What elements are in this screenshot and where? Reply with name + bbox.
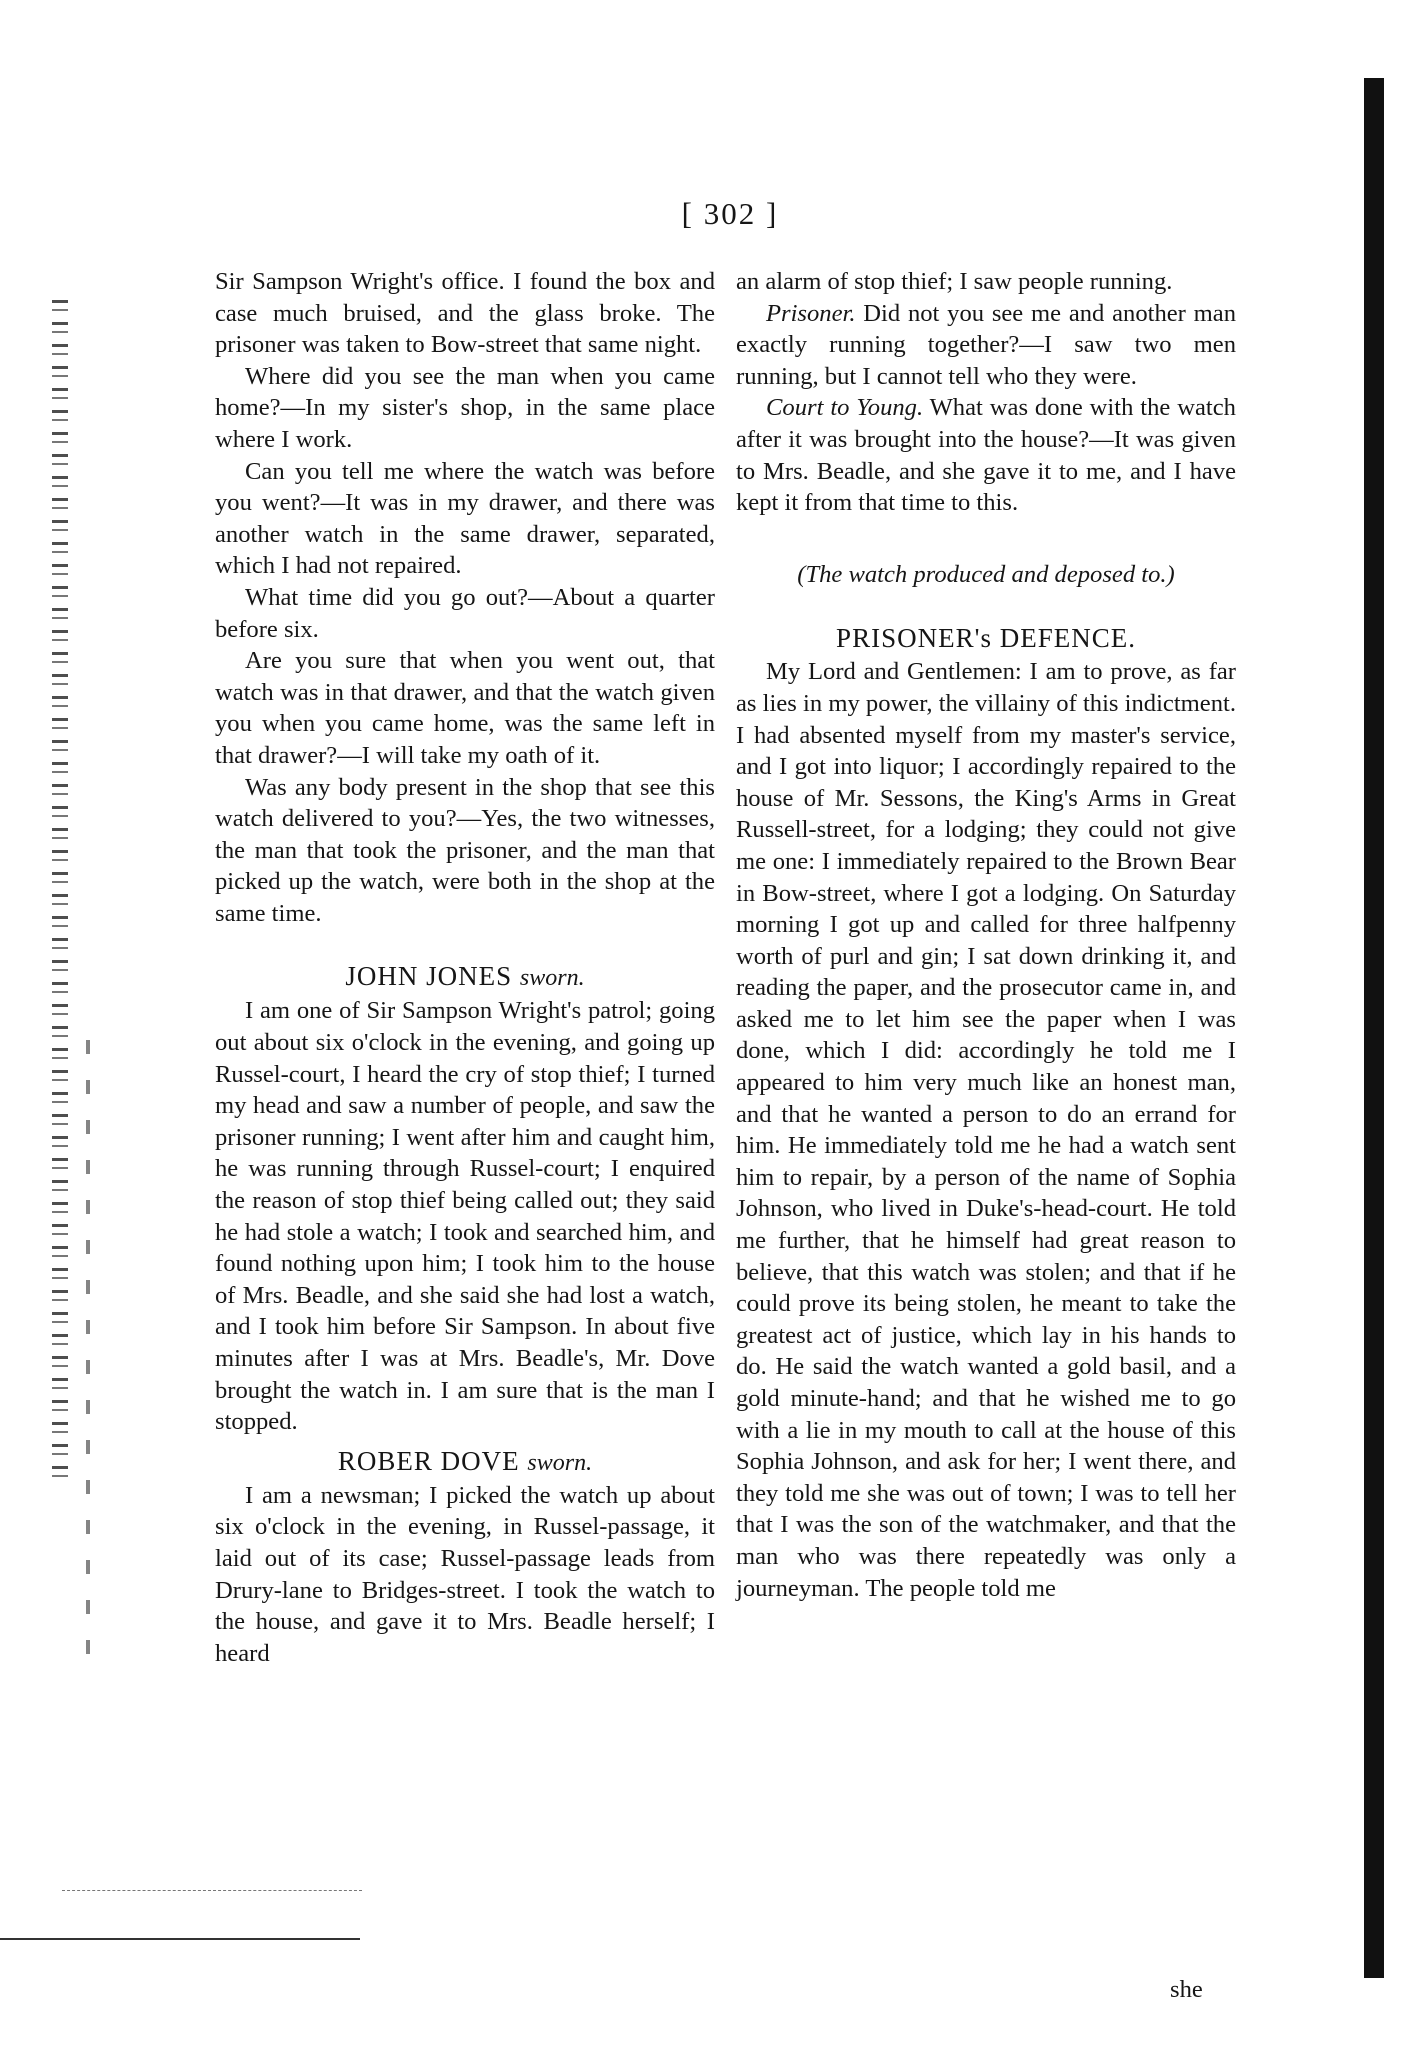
speaker-label: Court to Young. <box>766 394 924 422</box>
witness-heading-jones <box>215 959 715 995</box>
speaker-label: Prisoner. <box>766 299 856 327</box>
bottom-rule <box>0 1938 360 1940</box>
paragraph <box>736 298 1236 393</box>
paragraph: Are you sure that when you went out, that watch was in that drawer, and that the watch given you when you came home, was the same left in that drawer?—I will take my oath of it. <box>215 647 715 769</box>
witness-name: JOHN JONES <box>345 961 513 992</box>
paragraph: Where did you see the man when you came home?—In my sister's shop, in the same place where I work. <box>215 362 715 453</box>
left-column <box>215 266 715 1669</box>
paragraph: I am a newsman; I picked the watch up about six o'clock in the evening, in Russel-passage, it laid out of its case; Russel-passage leads from Drury-lane to Bridges-street. I took the watch to the house, and gave it to Mrs. Beadle herself; I heard <box>215 1481 715 1667</box>
paragraph: Sir Sampson Wright's office. I found the box and case much bruised, and the glass broke. The prisoner was taken to Bow-street that same night. <box>215 268 715 359</box>
left-margin-marks-secondary <box>86 1040 90 1680</box>
paragraph: Was any body present in the shop that see this watch delivered to you?—Yes, the two witnesses, the man that took the prisoner, and the man that picked up the watch, were both in the shop at the same time. <box>215 773 715 927</box>
paragraph: I am one of Sir Sampson Wright's patrol; going out about six o'clock in the evening, and going up Russel-court, I heard the cry of stop thief; I turned my head and saw a number of people, and saw the prisoner running; I went after him and caught him, he was running through Russel-court; I enquired the reason of stop thief being called out; they said he had stole a watch; I took and searched him, and found nothing upon him; I took him to the house of Mrs. Beadle, and she said she had lost a watch, and I took him before Sir Sampson. In about five minutes after I was at Mrs. Beadle's, Mr. Dove brought the watch in. I am sure that is the man I stopped. <box>215 997 715 1436</box>
paragraph-text: Did not you see me and another man exactly running together?—I saw two men running, but I cannot tell who they were. <box>736 299 1236 390</box>
defence-heading: PRISONER's DEFENCE. <box>836 623 1136 654</box>
paragraph <box>736 392 1236 518</box>
catchword: she <box>1170 1976 1203 2003</box>
paragraph-text: What was done with the watch after it was brought into the house?—It was given to Mrs. Beadle, and she gave it to me, and I have kept it from that time to this. <box>736 394 1236 517</box>
paragraph: My Lord and Gentlemen: I am to prove, as far as lies in my power, the villainy of this indictment. I had absented myself from my master's service, and I got into liquor; I accordingly repaired to the house of Mr. Sessons, the King's Arms in Great Russell-street, for a lodging; they could not give me one: I immediately repaired to the Brown Bear in Bow-street, where I got a lodging. On Saturday morning I got up and called for three halfpenny worth of purl and gin; I sat down drinking it, and reading the paper, and the prosecutor came in, and asked me to let him see the paper when I was done, which I did: accordingly he told me I appeared to him very much like an honest man, and that he wanted a person to do an errand for him. He immediately told me he had a watch sent him to repair, by a person of the name of Sophia Johnson, who lived in Duke's-head-court. He told me further, that he himself had great reason to believe, that this watch was stolen; and that if he could prove its being stolen, he meant to take the greatest act of justice, which lay in his hands to do. He said the watch wanted a gold basil, and a gold minute-hand; and that he wished me to go with a lie in my mouth to call at the house of this Sophia Johnson, and ask for her; I went there, and they told me she was out of town; I was to tell her that I was the son of the watchmaker, and that the man who was there repeatedly was only a journeyman. The people told me <box>736 658 1236 1602</box>
paragraph: What time did you go out?—About a quarter before six. <box>215 583 715 643</box>
page-edge-shadow <box>1364 78 1384 1978</box>
page-number: [ 302 ] <box>681 196 779 231</box>
sworn-label: sworn. <box>519 965 585 992</box>
right-column <box>736 266 1236 1604</box>
sworn-label: sworn. <box>527 1449 593 1476</box>
paragraph: an alarm of stop thief; I saw people running. <box>736 268 1173 295</box>
stage-note: (The watch produced and deposed to.) <box>797 560 1175 588</box>
bottom-dotted-line <box>62 1890 362 1892</box>
left-margin-marks <box>52 300 68 1480</box>
witness-heading-dove <box>215 1444 715 1480</box>
witness-name: ROBER DOVE <box>337 1445 520 1476</box>
paragraph: Can you tell me where the watch was before you went?—It was in my drawer, and there was another watch in the same drawer, separated, which I had not repaired. <box>215 457 715 580</box>
